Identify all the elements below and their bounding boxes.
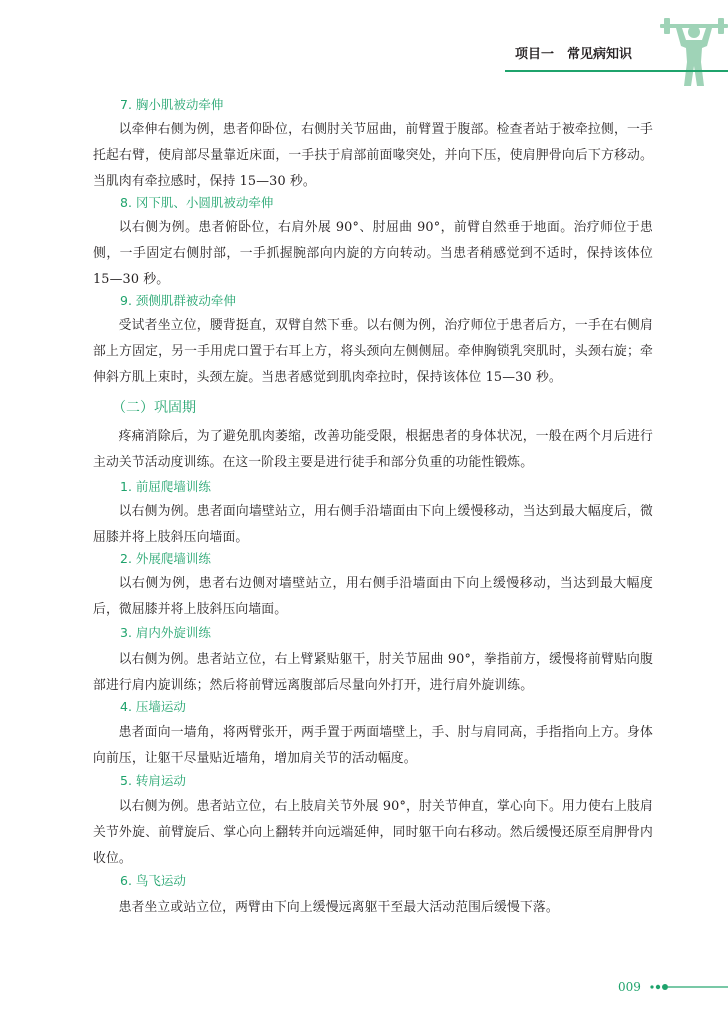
heading-shoulder-turn: 5. 转肩运动 <box>120 773 186 788</box>
paragraph-abduction-wall-climb: 以右侧为例，患者右边侧对墙壁站立，用右侧手沿墙面由下向上缓慢移动，当达到最大幅度后，微屈膝并将上肢斜压向墙面。 <box>93 576 653 617</box>
heading-neck-lateral-stretch: 9. 颈侧肌群被动牵伸 <box>120 293 236 308</box>
weightlifter-icon <box>660 10 728 86</box>
footer-dots-ornament <box>648 981 728 993</box>
page-number: 009 <box>618 980 641 994</box>
paragraph-shoulder-rotation: 以右侧为例。患者站立位，右上臂紧贴躯干，肘关节屈曲 90°，拳指前方，缓慢将前臂贴向腹部进行肩内旋训练；然后将前臂远离腹部后尽量向外打开，进行肩外旋训练。 <box>93 652 653 693</box>
heading-shoulder-rotation: 3. 肩内外旋训练 <box>120 625 211 640</box>
paragraph-shoulder-turn: 以右侧为例。患者站立位，右上肢肩关节外展 90°，肘关节伸直，掌心向下。用力使右上肢肩关节外旋、前臂旋后、掌心向上翻转并向远端延伸，同时躯干向右移动。然后缓慢还原至肩胛骨内收位。 <box>93 799 653 866</box>
paragraph-neck-lateral-stretch: 受试者坐立位，腰背挺直，双臂自然下垂。以右侧为例，治疗师位于患者后方，一手在右侧肩部上方固定，另一手用虎口置于右耳上方，将头颈向左侧侧屈。牵伸胸锁乳突肌时，头颈右旋；牵伸斜方肌上束时，头颈左旋。当患者感觉到肌肉牵拉时，保持该体位 15—30 秒。 <box>93 318 653 385</box>
heading-wall-press: 4. 压墙运动 <box>120 699 186 714</box>
paragraph-consolidation-intro: 疼痛消除后，为了避免肌肉萎缩，改善功能受限，根据患者的身体状况，一般在两个月后进行主动关节活动度训练。在这一阶段主要是进行徒手和部分负重的功能性锻炼。 <box>93 429 653 470</box>
paragraph-bird-flight: 患者坐立或站立位，两臂由下向上缓慢远离躯干至最大活动范围后缓慢下落。 <box>118 900 559 915</box>
heading-infraspinatus-stretch: 8. 冈下肌、小圆肌被动牵伸 <box>120 195 274 210</box>
heading-pectoralis-minor-stretch: 7. 胸小肌被动牵伸 <box>120 97 224 112</box>
heading-forward-wall-climb: 1. 前屈爬墙训练 <box>120 479 211 494</box>
paragraph-infraspinatus-stretch: 以右侧为例。患者俯卧位，右肩外展 90°、肘屈曲 90°，前臂自然垂于地面。治疗师位于患侧，一手固定右侧肘部，一手抓握腕部向内旋的方向转动。当患者稍感觉到不适时，保持该体位 15—30 秒。 <box>93 220 653 287</box>
paragraph-forward-wall-climb: 以右侧为例。患者面向墙壁站立，用右侧手沿墙面由下向上缓慢移动，当达到最大幅度后，微屈膝并将上肢斜压向墙面。 <box>93 504 653 545</box>
running-header: 项目一 常见病知识 <box>515 47 633 62</box>
header-rule <box>505 70 728 72</box>
heading-bird-flight: 6. 鸟飞运动 <box>120 873 186 888</box>
heading-consolidation-phase: （二）巩固期 <box>112 400 196 416</box>
heading-abduction-wall-climb: 2. 外展爬墙训练 <box>120 551 211 566</box>
paragraph-pectoralis-minor-stretch: 以牵伸右侧为例，患者仰卧位，右侧肘关节屈曲，前臂置于腹部。检查者站于被牵拉侧，一手托起右臂，使肩部尽量靠近床面，一手扶于肩部前面喙突处，并向下压，使肩胛骨向后下方移动。当肌肉有牵拉感时，保持 15—30 秒。 <box>93 122 653 189</box>
paragraph-wall-press: 患者面向一墙角，将两臂张开，两手置于两面墙壁上，手、肘与肩同高，手指指向上方。身体向前压，让躯干尽量贴近墙角，增加肩关节的活动幅度。 <box>93 725 653 766</box>
